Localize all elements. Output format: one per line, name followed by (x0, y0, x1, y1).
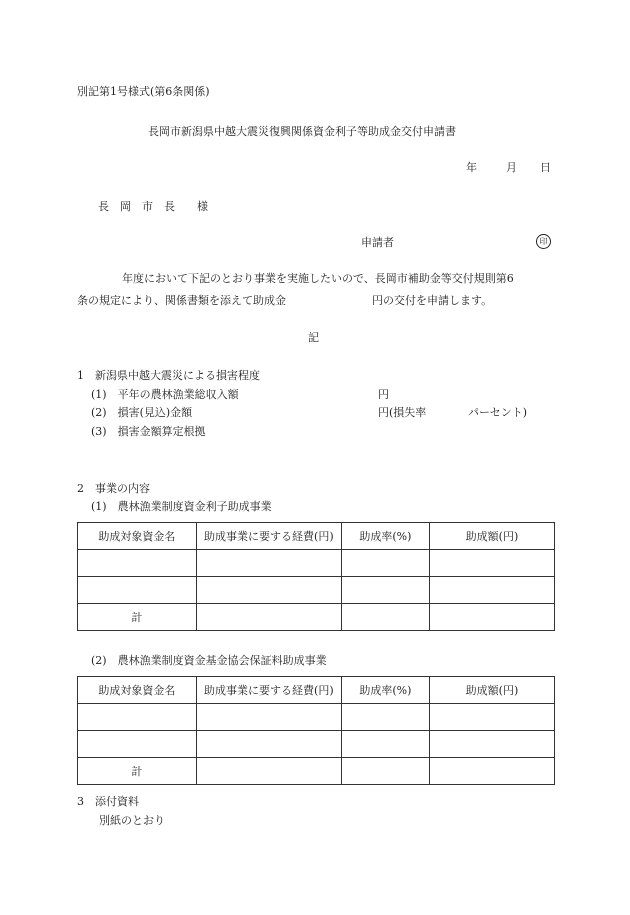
table-cell[interactable] (196, 731, 341, 758)
table-cell[interactable] (429, 758, 554, 785)
table-row (78, 577, 555, 604)
section3-heading: 3 添付資料 (77, 795, 139, 808)
table-cell[interactable] (78, 550, 197, 577)
table-interest-subsidy (77, 522, 555, 631)
table-total-row (78, 758, 555, 785)
addressee: 長 岡 市 長 様 (98, 200, 208, 213)
section1-item1-label: (1) 平年の農林漁業総収入額 (91, 388, 239, 401)
table-cell[interactable] (196, 758, 341, 785)
section1-item2-suffix: パーセント) (468, 406, 528, 419)
table-cell[interactable] (341, 731, 429, 758)
header-fund-name: 助成対象資金名 (78, 523, 197, 550)
body-line-2a: 条の規定により、関係書類を添えて助成金 (77, 294, 286, 307)
table-cell[interactable] (196, 604, 341, 631)
table-cell[interactable] (196, 550, 341, 577)
table-cell[interactable] (429, 550, 554, 577)
total-label: 計 (78, 758, 197, 785)
body-line-2b: 円の交付を申請します。 (372, 294, 493, 307)
applicant-label: 申請者 (361, 236, 394, 249)
document-title: 長岡市新潟県中越大震災復興関係資金利子等助成金交付申請書 (148, 125, 456, 138)
table-cell[interactable] (341, 550, 429, 577)
header-fund-name: 助成対象資金名 (78, 677, 197, 704)
table-cell[interactable] (429, 604, 554, 631)
section2-sub1: (1) 農林漁業制度資金利子助成事業 (91, 500, 272, 513)
section1-item2-label: (2) 損害(見込)金額 (91, 406, 193, 419)
table-cell[interactable] (429, 731, 554, 758)
table-cell[interactable] (78, 577, 197, 604)
table-header-row (78, 523, 555, 550)
table-cell[interactable] (429, 704, 554, 731)
form-id: 別記第1号様式(第6条関係) (77, 85, 210, 98)
date-year: 年 (466, 161, 477, 174)
header-cost: 助成事業に要する経費(円) (196, 677, 341, 704)
section2-heading: 2 事業の内容 (77, 482, 150, 495)
ki-label: 記 (308, 331, 319, 344)
date-day: 日 (540, 161, 551, 174)
table-row (78, 731, 555, 758)
table-guarantee-subsidy (77, 676, 555, 785)
table-row (78, 550, 555, 577)
total-label: 計 (78, 604, 197, 631)
table-cell[interactable] (429, 577, 554, 604)
date-month: 月 (506, 161, 517, 174)
table-cell[interactable] (341, 758, 429, 785)
table-cell[interactable] (78, 731, 197, 758)
table-cell[interactable] (196, 704, 341, 731)
section1-item3-label: (3) 損害金額算定根拠 (91, 425, 206, 438)
header-amount: 助成額(円) (429, 523, 554, 550)
section3-content: 別紙のとおり (99, 814, 165, 827)
header-rate: 助成率(%) (341, 523, 429, 550)
body-line-1: 年度において下記のとおり事業を実施したいので、長岡市補助金等交付規則第6 (122, 272, 514, 285)
header-rate: 助成率(%) (341, 677, 429, 704)
table-cell[interactable] (78, 704, 197, 731)
section1-heading: 1 新潟県中越大震災による損害程度 (77, 369, 260, 382)
header-amount: 助成額(円) (429, 677, 554, 704)
table-header-row (78, 677, 555, 704)
table-cell[interactable] (341, 604, 429, 631)
table-cell[interactable] (341, 577, 429, 604)
table-cell[interactable] (341, 704, 429, 731)
section1-item1-unit: 円 (378, 388, 389, 401)
table-cell[interactable] (196, 577, 341, 604)
section1-item2-unit: 円(損失率 (378, 406, 427, 419)
seal-mark: 印 (536, 234, 551, 249)
header-cost: 助成事業に要する経費(円) (196, 523, 341, 550)
table-row (78, 704, 555, 731)
section2-sub2: (2) 農林漁業制度資金基金協会保証料助成事業 (91, 654, 327, 667)
table-total-row (78, 604, 555, 631)
